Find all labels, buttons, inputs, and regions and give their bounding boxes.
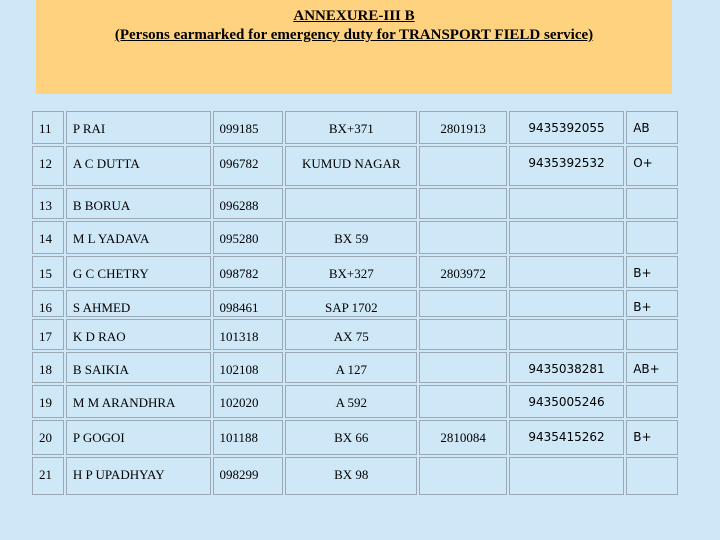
employee-number-cell: 098782 [213, 256, 284, 288]
person-name-cell: B SAIKIA [66, 352, 211, 383]
serial-number-cell: 19 [32, 385, 64, 418]
landline-phone-cell: 2803972 [419, 256, 506, 288]
document-title: ANNEXURE-III B [293, 8, 415, 24]
unit-location-cell: AX 75 [285, 319, 417, 350]
mobile-phone-cell: 9435392532 [509, 146, 624, 186]
blood-group-cell: B+ [626, 256, 678, 288]
employee-number-cell: 095280 [213, 221, 284, 254]
landline-phone-cell [419, 290, 506, 317]
serial-number-cell: 20 [32, 420, 64, 455]
employee-number-cell: 098299 [213, 457, 284, 495]
person-name-cell: M L YADAVA [66, 221, 211, 254]
unit-location-cell [285, 188, 417, 219]
table-row [32, 457, 678, 495]
employee-number-cell: 101318 [213, 319, 284, 350]
table-row [32, 111, 678, 144]
table-row [32, 221, 678, 254]
blood-group-cell [626, 457, 678, 495]
table-row [32, 319, 678, 350]
person-name-cell: S AHMED [66, 290, 211, 317]
table-row [32, 352, 678, 383]
unit-location-cell: BX 98 [285, 457, 417, 495]
unit-location-cell: BX+371 [285, 111, 417, 144]
person-name-cell: P RAI [66, 111, 211, 144]
blood-group-cell: B+ [626, 290, 678, 317]
mobile-phone-cell: 9435005246 [509, 385, 624, 418]
person-name-cell: H P UPADHYAY [66, 457, 211, 495]
person-name-cell: A C DUTTA [66, 146, 211, 186]
table-row [32, 420, 678, 455]
serial-number-cell: 14 [32, 221, 64, 254]
person-name-cell: P GOGOI [66, 420, 211, 455]
landline-phone-cell [419, 385, 506, 418]
unit-location-cell: A 127 [285, 352, 417, 383]
employee-number-cell: 101188 [213, 420, 284, 455]
unit-location-cell: BX 59 [285, 221, 417, 254]
employee-number-cell: 099185 [213, 111, 284, 144]
landline-phone-cell: 2801913 [419, 111, 506, 144]
mobile-phone-cell [509, 457, 624, 495]
unit-location-cell: SAP 1702 [285, 290, 417, 317]
document-header [36, 0, 672, 94]
table-row [32, 256, 678, 288]
mobile-phone-cell [509, 290, 624, 317]
mobile-phone-cell: 9435392055 [509, 111, 624, 144]
table-row [32, 188, 678, 219]
unit-location-cell: BX 66 [285, 420, 417, 455]
serial-number-cell: 11 [32, 111, 64, 144]
unit-location-cell: KUMUD NAGAR [285, 146, 417, 186]
landline-phone-cell [419, 146, 506, 186]
employee-number-cell: 098461 [213, 290, 284, 317]
serial-number-cell: 17 [32, 319, 64, 350]
mobile-phone-cell [509, 221, 624, 254]
serial-number-cell: 18 [32, 352, 64, 383]
blood-group-cell: O+ [626, 146, 678, 186]
landline-phone-cell [419, 221, 506, 254]
blood-group-cell [626, 188, 678, 219]
person-name-cell: G C CHETRY [66, 256, 211, 288]
blood-group-cell: AB+ [626, 352, 678, 383]
personnel-table [30, 109, 680, 497]
employee-number-cell: 096782 [213, 146, 284, 186]
serial-number-cell: 12 [32, 146, 64, 186]
blood-group-cell: B+ [626, 420, 678, 455]
employee-number-cell: 096288 [213, 188, 284, 219]
table-row [32, 290, 678, 317]
document-subtitle: (Persons earmarked for emergency duty for TRANSPORT FIELD service) [114, 27, 594, 43]
landline-phone-cell [419, 188, 506, 219]
person-name-cell: M M ARANDHRA [66, 385, 211, 418]
landline-phone-cell [419, 457, 506, 495]
serial-number-cell: 15 [32, 256, 64, 288]
person-name-cell: B BORUA [66, 188, 211, 219]
table-row [32, 146, 678, 186]
serial-number-cell: 16 [32, 290, 64, 317]
unit-location-cell: BX+327 [285, 256, 417, 288]
serial-number-cell: 13 [32, 188, 64, 219]
employee-number-cell: 102020 [213, 385, 284, 418]
unit-location-cell: A 592 [285, 385, 417, 418]
table-row [32, 385, 678, 418]
blood-group-cell [626, 221, 678, 254]
mobile-phone-cell: 9435415262 [509, 420, 624, 455]
blood-group-cell: AB [626, 111, 678, 144]
serial-number-cell: 21 [32, 457, 64, 495]
person-name-cell: K D RAO [66, 319, 211, 350]
mobile-phone-cell [509, 188, 624, 219]
mobile-phone-cell [509, 256, 624, 288]
landline-phone-cell [419, 319, 506, 350]
blood-group-cell [626, 319, 678, 350]
landline-phone-cell [419, 352, 506, 383]
mobile-phone-cell [509, 319, 624, 350]
blood-group-cell [626, 385, 678, 418]
employee-number-cell: 102108 [213, 352, 284, 383]
landline-phone-cell: 2810084 [419, 420, 506, 455]
mobile-phone-cell: 9435038281 [509, 352, 624, 383]
